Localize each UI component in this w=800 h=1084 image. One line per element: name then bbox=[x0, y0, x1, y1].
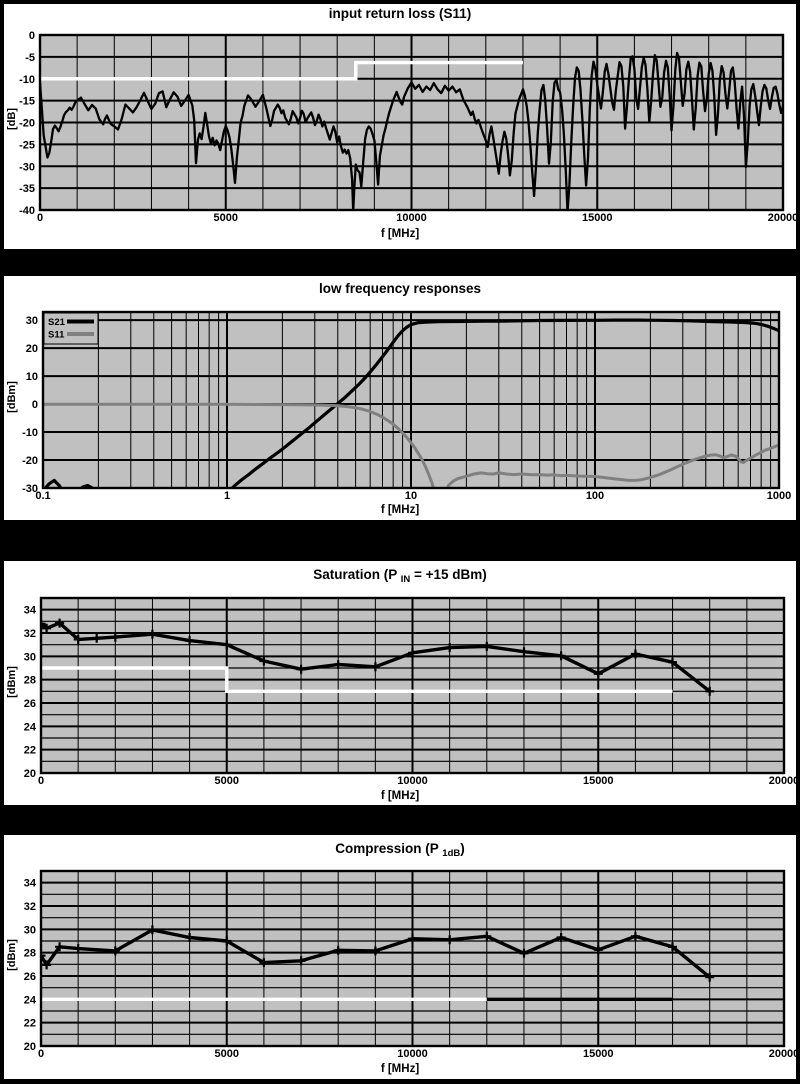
y-tick-label: 26 bbox=[23, 971, 36, 983]
y-tick-label: -35 bbox=[19, 183, 35, 196]
y-tick-label: 26 bbox=[23, 698, 36, 710]
x-tick-label: 1000 bbox=[766, 490, 792, 502]
x-tick-label: 10000 bbox=[397, 1048, 428, 1060]
y-tick-label: 32 bbox=[23, 901, 36, 913]
y-tick-label: -20 bbox=[22, 455, 38, 468]
legend bbox=[44, 313, 98, 344]
y-tick-label: 20 bbox=[25, 343, 38, 356]
x-tick-label: 100 bbox=[585, 490, 605, 502]
x-tick-label: 20000 bbox=[767, 212, 799, 224]
y-tick-label: 34 bbox=[23, 604, 36, 617]
y-axis-label-compression: [dBm] bbox=[6, 939, 18, 971]
chart-title-return-loss: input return loss (S11) bbox=[328, 6, 472, 21]
y-tick-label: 28 bbox=[23, 674, 36, 687]
x-tick-label: 0.1 bbox=[35, 490, 51, 502]
x-tick-label: 0 bbox=[37, 775, 45, 787]
y-tick-label: -5 bbox=[25, 51, 35, 64]
legend-label: S11 bbox=[48, 329, 65, 341]
y-tick-label: 0 bbox=[31, 399, 38, 412]
y-tick-label: 30 bbox=[23, 651, 36, 664]
x-tick-label: 15000 bbox=[582, 775, 614, 787]
chart-return-loss bbox=[3, 3, 798, 250]
chart-title-low-frequency: low frequency responses bbox=[318, 281, 482, 296]
y-tick-label: 22 bbox=[23, 1017, 36, 1030]
x-axis-label-return-loss: f [MHz] bbox=[380, 228, 420, 240]
y-tick-label: -40 bbox=[19, 205, 35, 217]
y-tick-label: 20 bbox=[23, 1041, 36, 1053]
x-axis-label-compression: f [MHz] bbox=[380, 1063, 420, 1075]
legend-label: S21 bbox=[48, 317, 65, 328]
y-axis-label-saturation: [dBm] bbox=[6, 666, 18, 698]
x-tick-label: 0 bbox=[36, 212, 44, 224]
y-tick-label: -10 bbox=[19, 73, 35, 86]
y-tick-label: -10 bbox=[22, 427, 38, 440]
x-tick-label: 15000 bbox=[582, 1048, 614, 1060]
x-tick-label: 1 bbox=[223, 490, 231, 502]
y-tick-label: 30 bbox=[23, 924, 36, 937]
x-tick-label: 15000 bbox=[581, 212, 613, 224]
y-tick-label: -15 bbox=[19, 95, 35, 108]
x-axis-label-low-frequency: f [MHz] bbox=[380, 504, 420, 516]
chart-title-compression: Compression (P $_{1dB}$) bbox=[335, 841, 465, 859]
y-tick-label: -30 bbox=[19, 161, 35, 174]
y-tick-label: 34 bbox=[23, 877, 36, 890]
x-tick-label: 20000 bbox=[768, 775, 800, 787]
y-tick-label: 24 bbox=[23, 721, 36, 734]
grid bbox=[41, 871, 784, 1046]
grid bbox=[41, 598, 784, 773]
x-tick-label: 10000 bbox=[397, 775, 428, 787]
y-tick-label: 10 bbox=[25, 371, 38, 384]
y-tick-label: 28 bbox=[23, 947, 36, 960]
x-tick-label: 10 bbox=[404, 490, 418, 502]
x-tick-label: 10000 bbox=[396, 212, 427, 224]
y-tick-label: -25 bbox=[19, 139, 35, 152]
y-tick-label: 30 bbox=[25, 315, 38, 328]
y-tick-label: -30 bbox=[22, 483, 38, 495]
y-tick-label: -20 bbox=[19, 117, 35, 130]
y-tick-label: 32 bbox=[23, 628, 36, 640]
x-tick-label: 5000 bbox=[213, 212, 238, 224]
y-axis-label-low-frequency: [dBm] bbox=[6, 381, 18, 413]
y-axis-label-return-loss: [dB] bbox=[6, 108, 18, 130]
x-tick-label: 5000 bbox=[214, 1048, 239, 1060]
x-tick-label: 20000 bbox=[768, 1048, 800, 1060]
chart-saturation bbox=[3, 560, 799, 806]
chart-title-saturation: Saturation (P $_{IN}$ = +15 dBm) bbox=[313, 567, 487, 585]
y-tick-label: 24 bbox=[23, 994, 36, 1007]
chart-low-frequency-responses bbox=[3, 275, 797, 521]
x-tick-label: 5000 bbox=[214, 775, 239, 787]
chart-compression bbox=[3, 834, 799, 1080]
y-tick-label: 20 bbox=[23, 768, 36, 780]
x-axis-label-saturation: f [MHz] bbox=[380, 790, 420, 802]
y-tick-label: 22 bbox=[23, 744, 36, 757]
x-tick-label: 0 bbox=[37, 1048, 45, 1060]
y-tick-label: 0 bbox=[28, 30, 35, 42]
